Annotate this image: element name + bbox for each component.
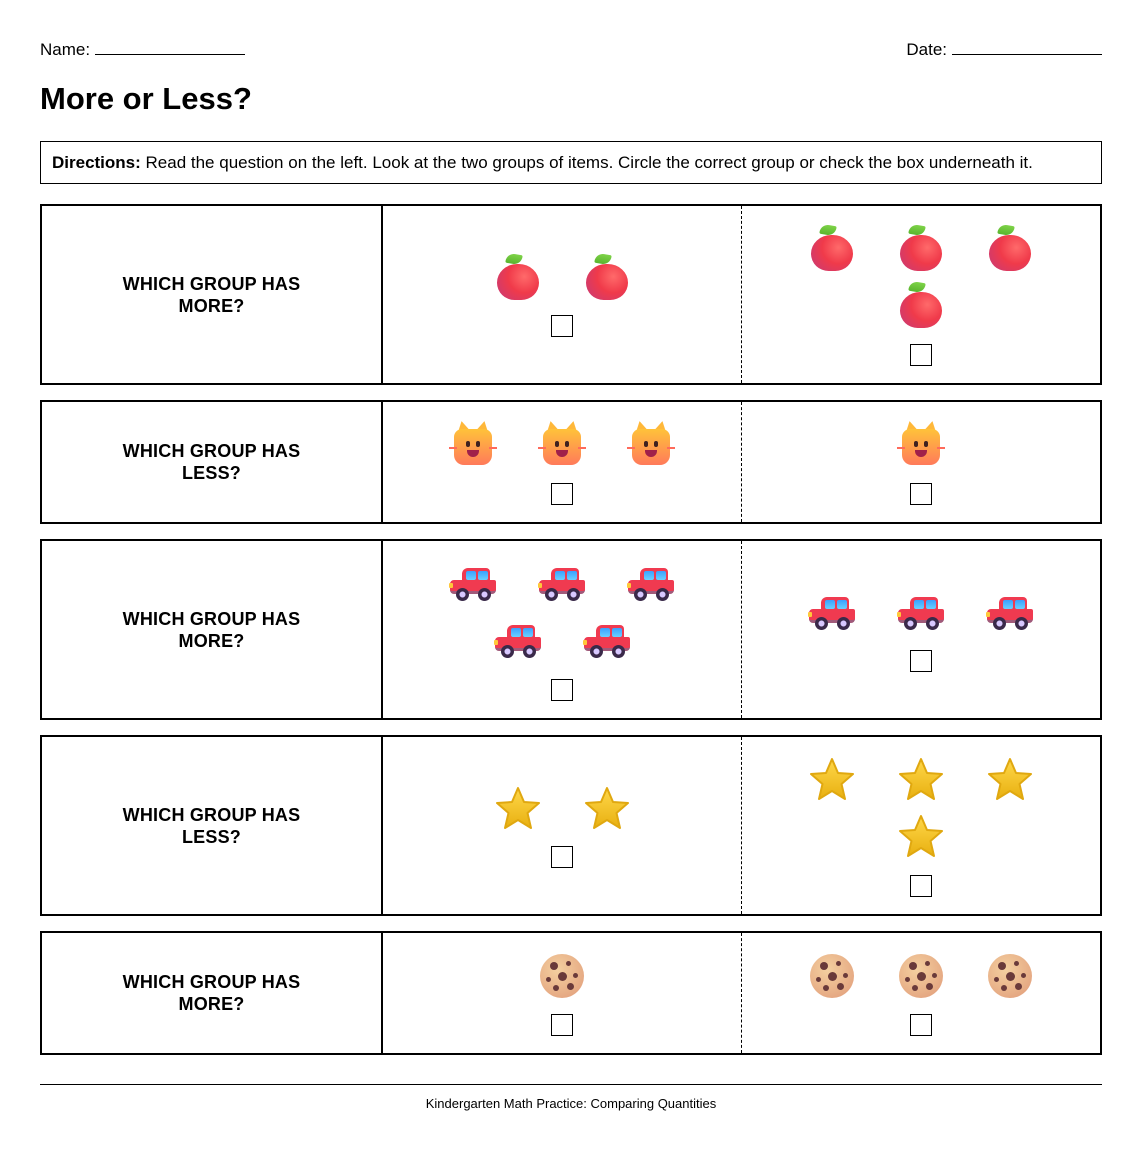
star-icon	[897, 756, 945, 804]
counted-item	[473, 783, 562, 834]
apple-icon	[986, 225, 1034, 273]
apple-icon	[494, 254, 542, 302]
group-b[interactable]	[742, 737, 1100, 914]
counted-item	[877, 951, 966, 1002]
date-field	[906, 40, 1102, 60]
counted-item	[429, 420, 518, 471]
car-icon	[582, 621, 632, 661]
counted-item	[518, 420, 607, 471]
question-row	[40, 931, 1102, 1055]
group-b-checkbox[interactable]	[910, 483, 932, 505]
counted-item	[966, 755, 1055, 806]
counted-item	[877, 587, 966, 638]
page-title: More or Less?	[40, 81, 252, 116]
group-a-checkbox[interactable]	[551, 1014, 573, 1036]
counted-item	[562, 252, 651, 303]
cookie-icon	[986, 952, 1034, 1000]
car-icon	[626, 564, 676, 604]
question-prompt: WHICH GROUP HAS MORE?	[42, 933, 383, 1053]
group-a[interactable]	[383, 206, 742, 383]
group-a-checkbox[interactable]	[551, 679, 573, 701]
star-icon	[583, 785, 631, 833]
apple-icon	[897, 225, 945, 273]
counted-item	[607, 559, 696, 610]
apple-icon	[583, 254, 631, 302]
item-cluster	[427, 783, 697, 834]
directions-text: Read the question on the left. Look at the two groups of items. Circle the correct group or check the box underneath it.	[140, 153, 1033, 172]
group-a-checkbox[interactable]	[551, 846, 573, 868]
item-cluster	[427, 252, 697, 303]
counted-item	[788, 951, 877, 1002]
counted-item	[562, 783, 651, 834]
directions-label: Directions:	[52, 153, 141, 172]
car-icon	[807, 593, 857, 633]
group-a[interactable]	[383, 737, 742, 914]
question-prompt: WHICH GROUP HAS LESS?	[42, 402, 383, 522]
counted-item	[562, 616, 651, 667]
counted-item	[473, 252, 562, 303]
item-cluster	[786, 587, 1056, 638]
counted-item	[877, 755, 966, 806]
footer-text: Kindergarten Math Practice: Comparing Quantities	[425, 1096, 717, 1111]
cat-face-icon	[897, 421, 945, 469]
name-field	[40, 40, 245, 60]
group-a[interactable]	[383, 402, 742, 522]
counted-item	[788, 224, 877, 275]
cookie-icon	[808, 952, 856, 1000]
cookie-icon	[538, 952, 586, 1000]
name-label: Name:	[40, 40, 91, 59]
item-cluster	[786, 224, 1056, 332]
car-icon	[537, 564, 587, 604]
counted-item	[877, 812, 966, 863]
cookie-icon	[897, 952, 945, 1000]
star-icon	[897, 813, 945, 861]
counted-item	[429, 559, 518, 610]
item-cluster	[427, 420, 697, 471]
star-icon	[986, 756, 1034, 804]
counted-item	[877, 420, 966, 471]
counted-item	[788, 587, 877, 638]
car-icon	[448, 564, 498, 604]
cat-face-icon	[627, 421, 675, 469]
question-prompt: WHICH GROUP HAS MORE?	[42, 206, 383, 383]
date-label: Date:	[906, 40, 947, 59]
counted-item	[966, 587, 1055, 638]
item-cluster	[427, 951, 697, 1002]
apple-icon	[808, 225, 856, 273]
counted-item	[877, 224, 966, 275]
group-a[interactable]	[383, 933, 742, 1053]
item-cluster	[786, 420, 1056, 471]
apple-icon	[897, 282, 945, 330]
group-b-checkbox[interactable]	[910, 344, 932, 366]
counted-item	[966, 224, 1055, 275]
group-b[interactable]	[742, 933, 1100, 1053]
question-row	[40, 204, 1102, 385]
question-row	[40, 400, 1102, 524]
counted-item	[966, 951, 1055, 1002]
star-icon	[808, 756, 856, 804]
item-cluster	[427, 559, 697, 667]
question-row	[40, 735, 1102, 916]
group-b[interactable]	[742, 206, 1100, 383]
counted-item	[877, 281, 966, 332]
counted-item	[473, 616, 562, 667]
group-b-checkbox[interactable]	[910, 650, 932, 672]
group-b-checkbox[interactable]	[910, 875, 932, 897]
question-row	[40, 539, 1102, 720]
counted-item	[788, 755, 877, 806]
date-input-line[interactable]	[952, 41, 1102, 55]
counted-item	[607, 420, 696, 471]
counted-item	[518, 951, 607, 1002]
counted-item	[518, 559, 607, 610]
group-b-checkbox[interactable]	[910, 1014, 932, 1036]
group-a[interactable]	[383, 541, 742, 718]
item-cluster	[786, 755, 1056, 863]
group-b[interactable]	[742, 402, 1100, 522]
car-icon	[985, 593, 1035, 633]
star-icon	[494, 785, 542, 833]
car-icon	[896, 593, 946, 633]
item-cluster	[786, 951, 1056, 1002]
question-prompt: WHICH GROUP HAS MORE?	[42, 541, 383, 718]
group-b[interactable]	[742, 541, 1100, 718]
directions-box	[40, 141, 1102, 184]
car-icon	[493, 621, 543, 661]
name-input-line[interactable]	[95, 41, 245, 55]
group-a-checkbox[interactable]	[551, 483, 573, 505]
question-prompt: WHICH GROUP HAS LESS?	[42, 737, 383, 914]
cat-face-icon	[449, 421, 497, 469]
cat-face-icon	[538, 421, 586, 469]
group-a-checkbox[interactable]	[551, 315, 573, 337]
footer-divider	[40, 1084, 1102, 1085]
